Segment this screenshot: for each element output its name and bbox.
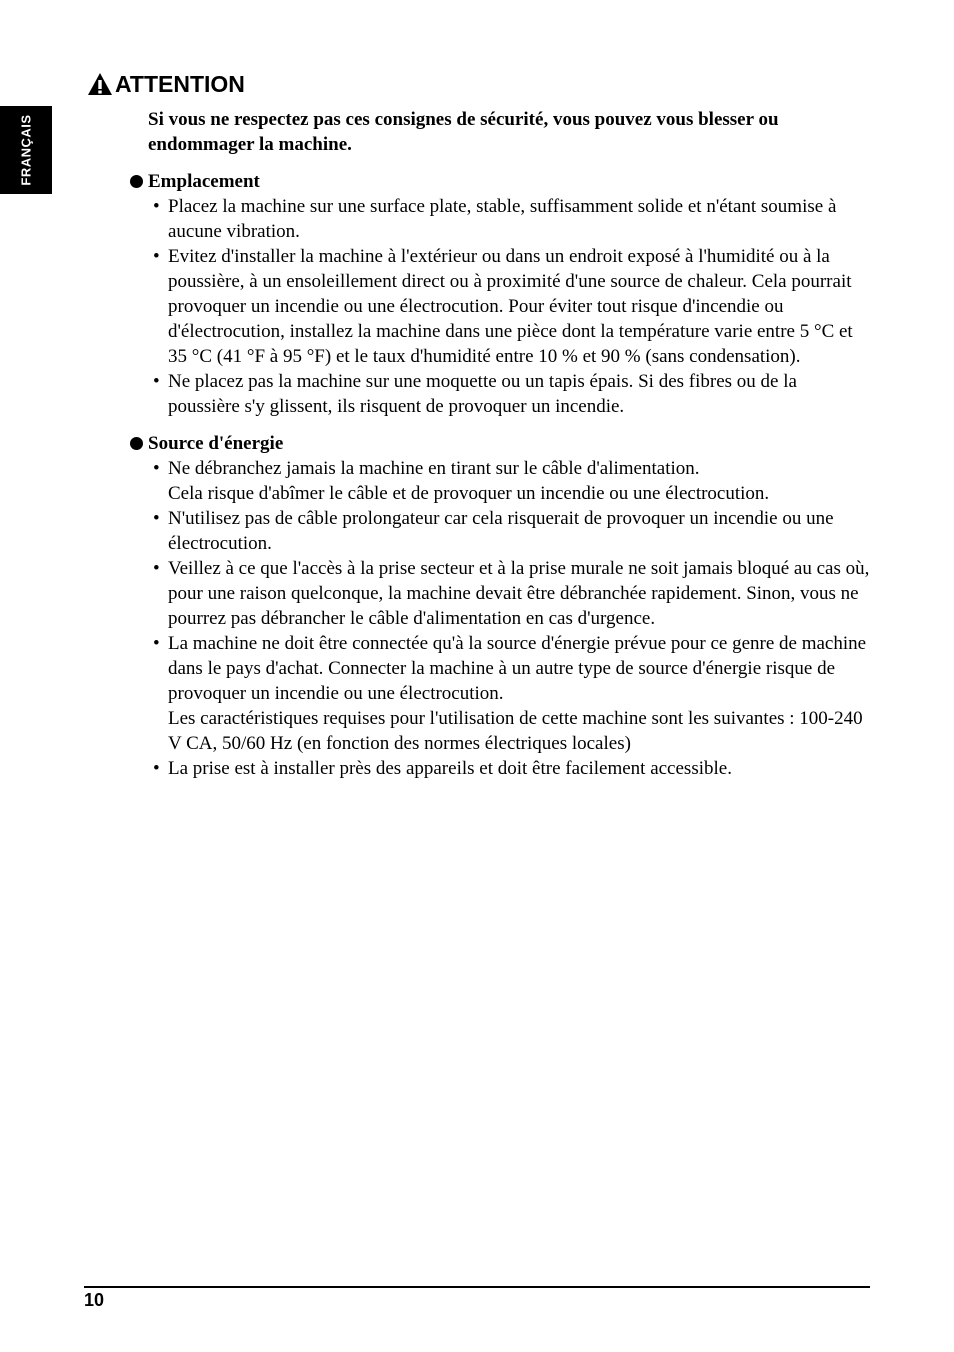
bullet-icon: • [153, 196, 160, 217]
section-title [148, 431, 870, 456]
filled-circle-bullet-icon [130, 175, 143, 188]
list-item [148, 244, 870, 369]
section-title-text: Emplacement [148, 171, 260, 192]
language-side-tab [0, 106, 52, 194]
filled-circle-bullet-icon [130, 437, 143, 450]
heading-text: ATTENTION [115, 71, 245, 97]
list-item-text: Veillez à ce que l'accès à la prise secteur et à la prise murale ne soit jamais bloqué au cas où, pour une raison quelconque, la machine devait être débranchée rapidement. Sinon, vous ne pourrez pas débrancher le câble d'alimentation en cas d'urgence. [168, 558, 870, 629]
section-source-energie [148, 431, 870, 781]
bullet-icon: • [153, 458, 160, 479]
list-item [148, 756, 870, 781]
bullet-icon: • [153, 633, 160, 654]
bullet-icon: • [153, 246, 160, 267]
list-item [148, 194, 870, 244]
list-item-text: Evitez d'installer la machine à l'extérieur ou dans un endroit exposé à l'humidité ou à la poussière, à un ensoleillement direct ou à proximité d'une source de chaleur. Cela pourrait provoquer un incendie ou une électrocution. Pour éviter tout risque d'incendie ou d'électrocution, installez la machine dans une pièce dont la température varie entre 5 °C et 35 °C (41 °F à 95 °F) et le taux d'humidité entre 10 % et 90 % (sans condensation). [168, 246, 853, 367]
list-item-text: Ne débranchez jamais la machine en tirant sur le câble d'alimentation. [168, 458, 700, 479]
bullet-icon: • [153, 371, 160, 392]
attention-heading [87, 70, 245, 98]
list-item-text: N'utilisez pas de câble prolongateur car cela risquerait de provoquer un incendie ou une électrocution. [168, 508, 834, 554]
list-item-extra-text: Les caractéristiques requises pour l'utilisation de cette machine sont les suivantes : 100-240 V CA, 50/60 Hz (en fonction des normes électriques locales) [168, 708, 863, 754]
list-item-text: Placez la machine sur une surface plate, stable, suffisamment solide et n'étant soumise à aucune vibration. [168, 196, 837, 242]
list-item-text: La prise est à installer près des appareils et doit être facilement accessible. [168, 758, 732, 779]
bullet-icon: • [153, 558, 160, 579]
list-item [148, 506, 870, 556]
section-emplacement [148, 169, 870, 419]
footer-divider [84, 1286, 870, 1288]
section-items [148, 194, 870, 419]
section-title-text: Source d'énergie [148, 433, 284, 454]
page-number: 10 [84, 1290, 105, 1310]
list-item [148, 456, 870, 506]
list-item [148, 556, 870, 631]
list-item [148, 631, 870, 756]
list-item [148, 369, 870, 419]
intro-warning: Si vous ne respectez pas ces consignes de sécurité, vous pouvez vous blesser ou endommager la machine. [148, 109, 779, 155]
list-item-extra-text: Cela risque d'abîmer le câble et de provoquer un incendie ou une électrocution. [168, 483, 770, 504]
warning-triangle-icon [87, 72, 113, 96]
section-title [148, 169, 870, 194]
language-label: FRANÇAIS [18, 114, 34, 186]
list-item-text: La machine ne doit être connectée qu'à la source d'énergie prévue pour ce genre de machine dans le pays d'achat. Connecter la machine à un autre type de source d'énergie risque de provoquer un incendie ou une électrocution. [168, 633, 867, 704]
bullet-icon: • [153, 508, 160, 529]
section-items [148, 456, 870, 781]
bullet-icon: • [153, 758, 160, 779]
list-item-text: Ne placez pas la machine sur une moquette ou un tapis épais. Si des fibres ou de la poussière s'y glissent, ils risquent de provoquer un incendie. [168, 371, 797, 417]
main-content [148, 107, 870, 793]
